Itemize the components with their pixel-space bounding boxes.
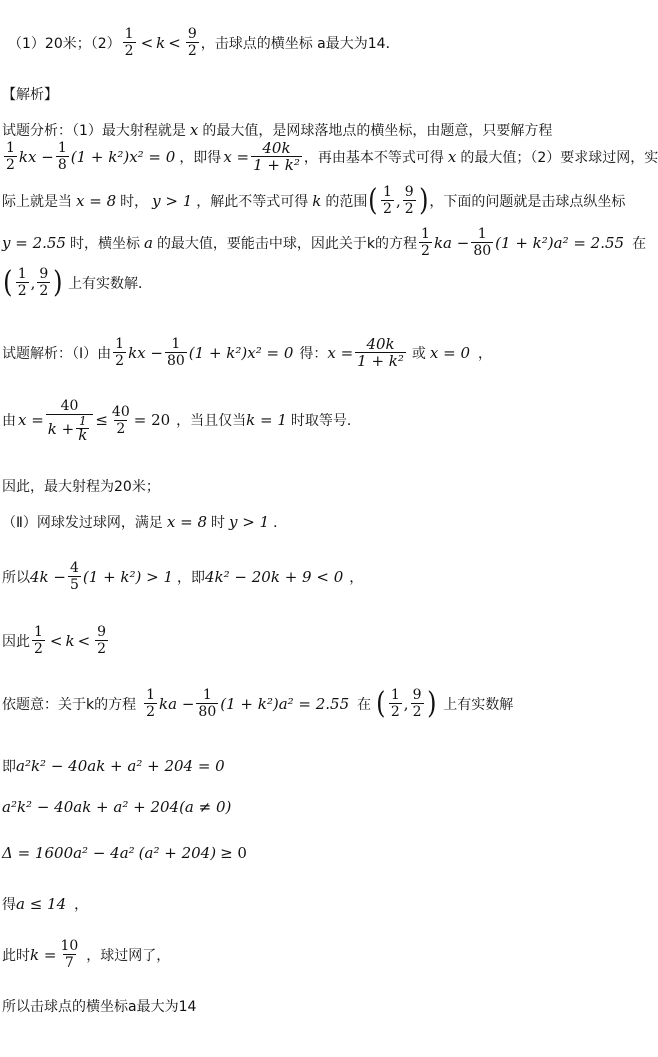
solution-line-6: 因此 $\frac{1}{2}$ < k < $\frac{9}{2}$ bbox=[2, 624, 107, 657]
solution-line-10: Δ = 1600a² − 4a² (a² + 204) ≥ 0 bbox=[2, 844, 247, 862]
jiexi-heading: 【解析】 bbox=[2, 87, 58, 103]
analysis-line-5: ( $\frac{1}{2}$ , $\frac{9}{2}$ ) 上有实数解． bbox=[3, 264, 153, 300]
analysis-line-3: 际上就是当 x = 8 时， y > 1 ，解此不等式可得 k 的范围 ( $\frac{1}{2}$ , $\frac{9}{2}$ ) ，下面的问题就是击球点纵坐标 bbox=[2, 182, 626, 218]
solution-line-5: 所以 4k − $\frac{4}{5}$ (1 + k²) > 1 ，即 4k² − 20k + 9 < 0 ， bbox=[2, 560, 364, 593]
analysis-line-4: y = 2.55 时，横坐标 a 的最大值，要能击中球，因此关于k的方程 $\frac{1}{2}$ ka − $\frac{1}{80}$ (1 + k²)a² = 2.55 在 bbox=[2, 226, 647, 259]
answer-line: （1）20米；（2） $\frac{1}{2}$ < k < $\frac{9}{2}$ ，击球点的横坐标 a最大为14． bbox=[8, 26, 400, 59]
solution-line-3: 因此，最大射程为20米； bbox=[2, 479, 160, 495]
answer-text-1: （1）20米；（2） bbox=[8, 35, 121, 52]
solution-line-12: 此时 k = $\frac{10}{7}$ ，球过网了， bbox=[2, 938, 171, 971]
solution-line-11: 得 a ≤ 14 ， bbox=[2, 895, 89, 913]
solution-line-1: 试题解析：（Ⅰ）由 $\frac{1}{2}$ kx − $\frac{1}{80}$ (1 + k²)x² = 0 得： x = $\frac{40k}{\text{1 + k²}}$ 或 x = 0 ， bbox=[2, 335, 493, 370]
fraction-one-half: $\frac{1}{2}$ bbox=[124, 26, 134, 59]
fraction-nine-halves: $\frac{9}{2}$ bbox=[187, 26, 197, 59]
analysis-line-2: $\frac{1}{2}$ kx − $\frac{1}{8}$ (1 + k²)x² = 0 ，即得 x = $\frac{40k}{\text{1 + k²}}$ ，再由基本不等式可得 x 的最大值；（2）要求球过网，实 bbox=[6, 139, 658, 174]
solution-line-13: 所以击球点的横坐标a最大为14 bbox=[2, 999, 197, 1015]
solution-line-2: 由 x = 40 k + $\frac{1}{k}$ ≤ $\frac{40}{2}$ = 20 ，当且仅当 k = 1 时取等号． bbox=[2, 398, 361, 444]
solution-line-9: a²k² − 40ak + a² + 204(a ≠ 0) bbox=[2, 798, 232, 816]
solution-line-7: 依题意：关于k的方程 $\frac{1}{2}$ ka − $\frac{1}{80}$ (1 + k²)a² = 2.55 在 ( $\frac{1}{2}$ , $\frac{9}{2}$ ) 上有实数解 bbox=[2, 685, 514, 721]
analysis-line-1: 试题分析：（1）最大射程就是 x 的最大值，是网球落地点的横坐标，由题意，只要解方程 bbox=[2, 121, 553, 139]
solution-line-4: （Ⅱ）网球发过球网，满足 x = 8 时 y > 1 ． bbox=[2, 513, 288, 531]
solution-line-8: 即 a²k² − 40ak + a² + 204 = 0 bbox=[2, 757, 225, 775]
answer-text-2: ，击球点的横坐标 a最大为14． bbox=[200, 35, 400, 52]
